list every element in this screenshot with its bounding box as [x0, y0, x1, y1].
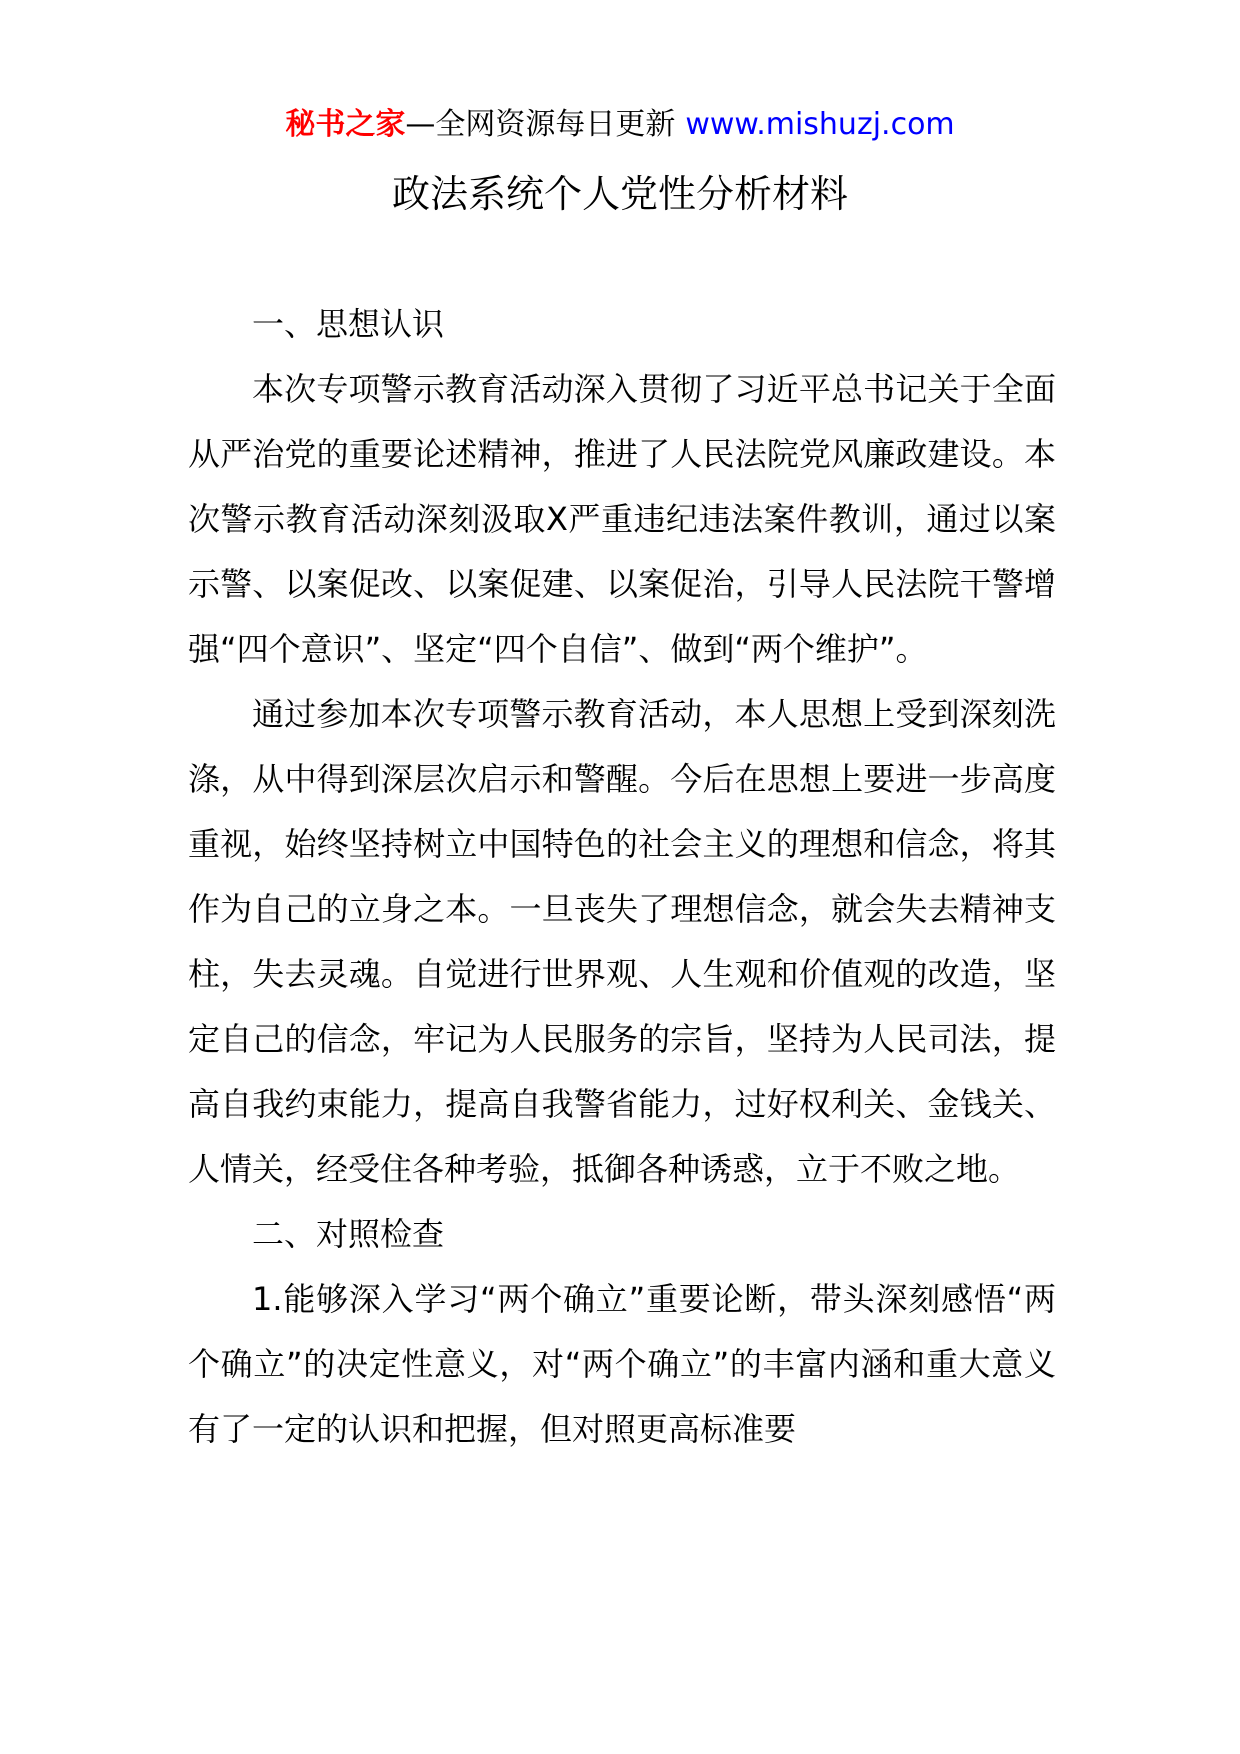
brand-slogan: —全网资源每日更新: [405, 107, 676, 142]
page-title: 政法系统个人党性分析材料: [391, 172, 848, 216]
brand-name: 秘书之家: [285, 107, 406, 142]
paragraph: 通过参加本次专项警示教育活动，本人思想上受到深刻洗涤，从中得到深层次启示和警醒。今后在思想上要进一步高度重视，始终坚持树立中国特色的社会主义的理想和信念，将其作为自己的立身之本。一旦丧失了理想信念，就会失去精神支柱，失去灵魂。自觉进行世界观、人生观和价值观的改造，坚定自己的信念，牢记为人民服务的宗旨，坚持为人民司法，提高自我约束能力，提高自我警省能力，过好权利关、金钱关、人情关，经受住各种考验，抵御各种诱惑，立于不败之地。: [188, 695, 1056, 1188]
section-heading-2: 二、对照检查: [252, 1215, 445, 1253]
site-url-link[interactable]: www.mishuzj.com: [685, 107, 955, 142]
section-heading-1: 一、思想认识: [252, 305, 445, 343]
site-banner: [0, 98, 1240, 152]
paragraph: 1.能够深入学习“两个确立”重要论断，带头深刻感悟“两个确立”的决定性意义，对“两个确立”的丰富内涵和重大意义有了一定的认识和把握，但对照更高标准要: [188, 1280, 1056, 1448]
paragraph: 本次专项警示教育活动深入贯彻了习近平总书记关于全面从严治党的重要论述精神，推进了人民法院党风廉政建设。本次警示教育活动深刻汲取X严重违纪违法案件教训，通过以案示警、以案促改、以案促建、以案促治，引导人民法院干警增强“四个意识”、坚定“四个自信”、做到“两个维护”。: [188, 370, 1056, 668]
document-body: [188, 292, 1056, 1462]
